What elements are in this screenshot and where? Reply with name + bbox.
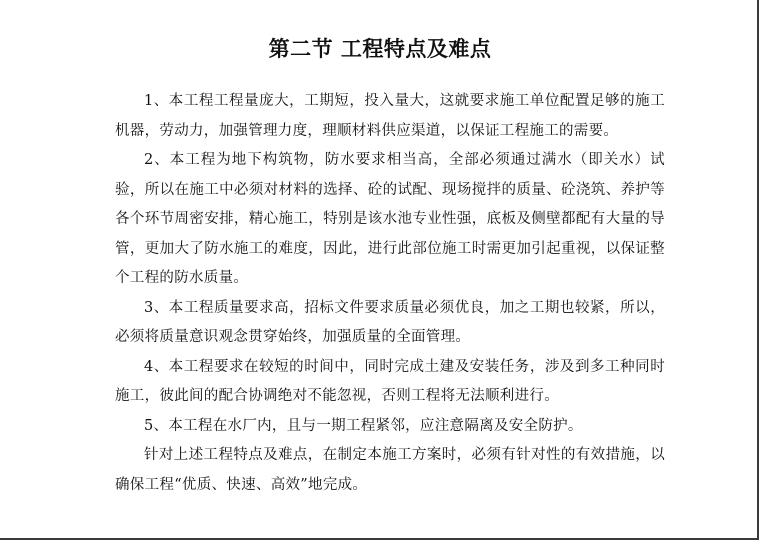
section-title: 第二节 工程特点及难点 xyxy=(268,37,492,61)
paragraph-3: 3、本工程质量要求高，招标文件要求质量必须优良，加之工期也较紧，所以，必须将质量意识观念贯穿始终，加强质量的全面管理。 xyxy=(115,299,665,345)
paragraph-2: 2、本工程为地下构筑物，防水要求相当高，全部必须通过满水（即关水）试验，所以在施工中必须对材料的选择、砼的试配、现场搅拌的质量、砼浇筑、养护等各个环节周密安排，精心施工，特别是该水池专业性强，底板及侧壁都配有大量的导管，更加大了防水施工的难度，因此，进行此部位施工时需更加引起重视，以保证整个工程的防水质量。 xyxy=(115,152,665,286)
paragraph-1: 1、本工程工程量庞大，工期短，投入量大，这就要求施工单位配置足够的施工机器，劳动力，加强管理力度，理顺材料供应渠道，以保证工程施工的需要。 xyxy=(115,93,665,139)
document-body xyxy=(115,87,665,500)
paragraph-4: 4、本工程要求在较短的时间中，同时完成土建及安装任务，涉及到多工种同时施工，彼此间的配合协调绝对不能忽视，否则工程将无法顺利进行。 xyxy=(115,358,665,404)
paragraph-conclusion: 针对上述工程特点及难点，在制定本施工方案时，必须有针对性的有效措施，以确保工程“优质、快速、高效”地完成。 xyxy=(115,447,665,493)
paragraph-5: 5、本工程在水厂内，且与一期工程紧邻，应注意隔离及安全防护。 xyxy=(144,417,583,434)
